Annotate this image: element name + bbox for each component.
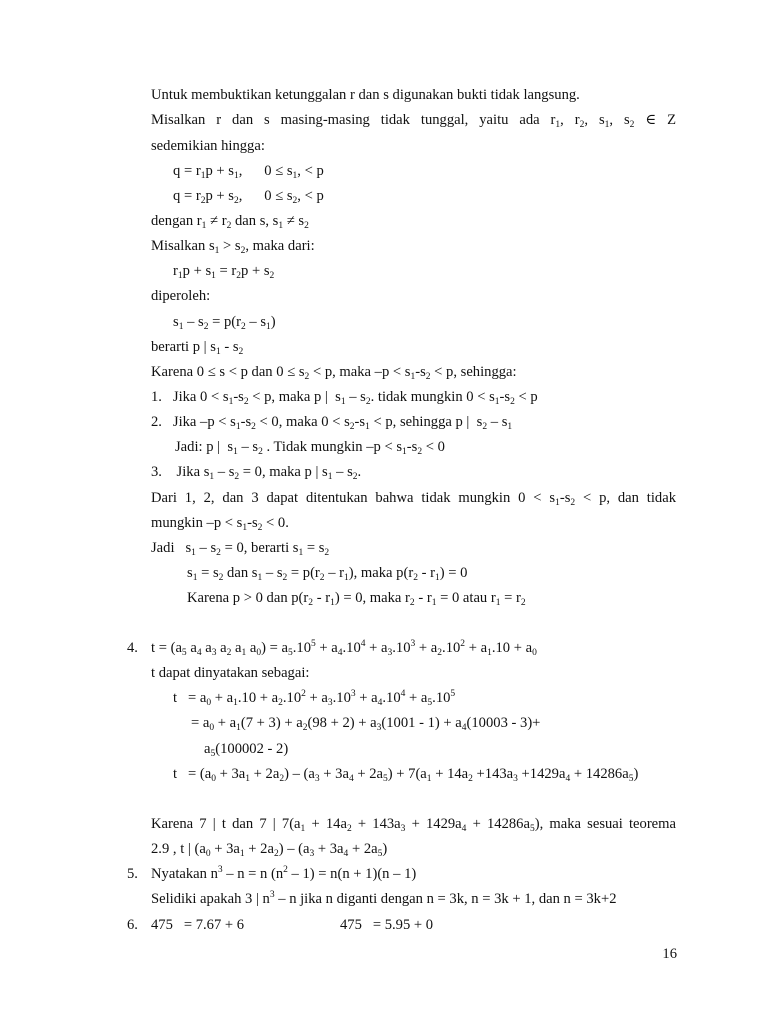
list-item: 2. Jika $-p < s_1-s_2 < 0$, maka $0 < s_2-s_1 < p$, sehingga p | $s_2 - s_1$ [151,414,513,432]
text-line: Selidiki apakah 3 | $n^3$ – n jika n diganti dengan n = 3k, n = 3k + 1, dan n = 3k+2 [151,890,617,907]
equation: 475 = 7.67 + 6 [151,917,245,933]
text-line: diperoleh: [151,288,211,304]
equation: $t = (a_0 + 3a_1 + 2a_2) - (a_3 + 3a_4 + 2a_5) + 7(a_1 + 14a_2 +143a_3 +1429a_4 + 14286a_5)$ [173,766,639,784]
equation: $q = r_1p + s_1$, $0 \le s_1$, < p [173,163,324,181]
list-number: 4. [127,640,138,656]
list-item: 3. Jika $s_1 - s_2 = 0$, maka p | $s_1 - s_2$. [151,464,362,482]
text-line: sedemikian hingga: [151,138,265,154]
equation: Karena p > 0 dan $p(r_2 - r_1) = 0$, maka $r_2 - r_1 = 0$ atau $r_1 = r_2$ [187,590,526,608]
list-item: 1. Jika $0 < s_1-s_2 < p$, maka p | $s_1 - s_2$. tidak mungkin $0 < s_1-s_2 < p$ [151,389,538,407]
text-line: t dapat dinyatakan sebagai: [151,665,310,681]
equation: $s_1 - s_2 = p(r_2 - s_1)$ [173,314,276,332]
text-line: Dari 1, 2, dan 3 dapat ditentukan bahwa tidak mungkin $0 < s_1-s_2 < p$, dan tidak [151,490,676,508]
text-line: Karena 0 ≤ s < p dan $0 \le s_2 < p$, maka $-p < s_1-s_2 < p$, sehingga: [151,364,517,382]
text-line: Karena 7 | t dan 7 | $7(a_1 + 14a_2 + 143a_3 + 1429a_4 + 14286a_5)$, maka sesuai teorema [151,816,676,834]
text-line: mungkin $-p < s_1-s_2 < 0$. [151,515,289,533]
equation: $a_5(100002 - 2)$ [204,741,289,759]
equation: 475 = 5.95 + 0 [340,917,434,933]
page-number: 16 [662,946,677,962]
text-line: Jadi: p | $s_1 - s_2$ . Tidak mungkin $-p < s_1-s_2 < 0$ [175,439,445,457]
text-line: Jadi $s_1 - s_2 = 0$, berarti $s_1 = s_2$ [151,540,330,558]
list-number: 5. [127,866,138,882]
text-line: berarti p | $s_1 - s_2$ [151,339,244,357]
equation: $s_1 = s_2$ dan $s_1 - s_2 = p(r_2 - r_1)$, maka $p(r_2 - r_1) = 0$ [187,565,468,583]
text-line: Misalkan $s_1 > s_2$, maka dari: [151,238,315,256]
text-line: Misalkan r dan s masing-masing tidak tunggal, yaitu ada $r_1$, $r_2$, $s_1$, $s_2$ ∈ Z [151,112,676,130]
equation: = $a_0 + a_1(7 + 3) + a_2(98 + 2) + a_3(1001 - 1) + a_4(10003 - 3)+$ [191,715,541,733]
equation: $t = (a_5$ $a_4$ $a_3$ $a_2$ $a_1$ $a_0) = a_5.10^5 + a_4.10^4 + a_3.10^3 + a_2.10^2 + a_1.10 + a_0$ [151,639,537,658]
text-line: 2.9 , t | $(a_0 + 3a_1 + 2a_2) - (a_3 + 3a_4 + 2a_5)$ [151,841,388,859]
text-line: Nyatakan $n^3 - n = n$ $(n^2 - 1) = n(n + 1)(n - 1)$ [151,865,417,882]
list-number: 6. [127,917,138,933]
text-line: dengan $r_1 \ne r_2$ dan s, $s_1 \ne s_2$ [151,213,309,231]
text-line: Untuk membuktikan ketunggalan r dan s digunakan bukti tidak langsung. [151,87,580,103]
equation: $q = r_2p + s_2$, $0 \le s_2$, < p [173,188,324,206]
equation: $r_1p + s_1 = r_2p + s_2$ [173,263,275,281]
equation: $t = a_0 + a_1.10 + a_2.10^2 + a_3.10^3 + a_4.10^4 + a_5.10^5$ [173,689,456,708]
